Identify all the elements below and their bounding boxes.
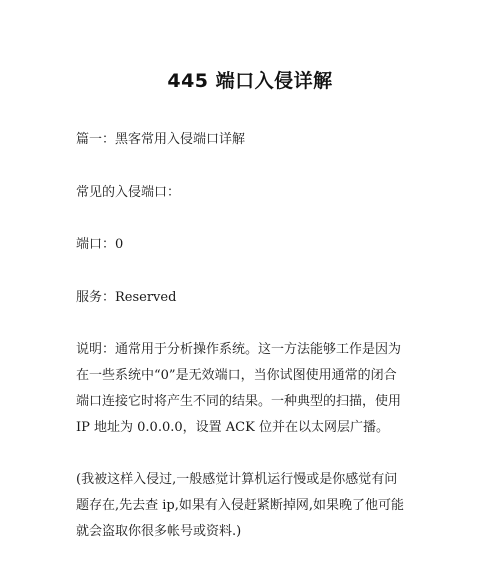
note-line: (我被这样入侵过,一般感觉计算机运行慢或是你感觉有问 [76, 472, 398, 487]
description-line: 端口连接它时将产生不同的结果。一种典型的扫描，使用 [76, 394, 402, 409]
description-line: IP 地址为 0.0.0.0，设置 ACK 位并在以太网层广播。 [76, 420, 389, 435]
document-title: 445 端口入侵详解 [167, 70, 333, 92]
description-line: 说明：通常用于分析操作系统。这一方法能够工作是因为 [76, 342, 402, 357]
port-line: 端口：0 [76, 237, 124, 252]
note-line: 题存在,先去查 ip,如果有入侵赶紧断掉网,如果晚了他可能 [76, 498, 405, 513]
service-line: 服务：Reserved [76, 290, 177, 305]
description-line: 在一些系统中“0”是无效端口，当你试图使用通常的闭合 [76, 368, 397, 383]
description-paragraph [76, 337, 426, 441]
note-paragraph [76, 467, 426, 545]
section-heading: 篇一：黑客常用入侵端口详解 [76, 132, 246, 147]
note-line: 就会盗取你很多帐号或资料.) [76, 524, 242, 539]
common-ports-label: 常见的入侵端口： [76, 185, 181, 200]
